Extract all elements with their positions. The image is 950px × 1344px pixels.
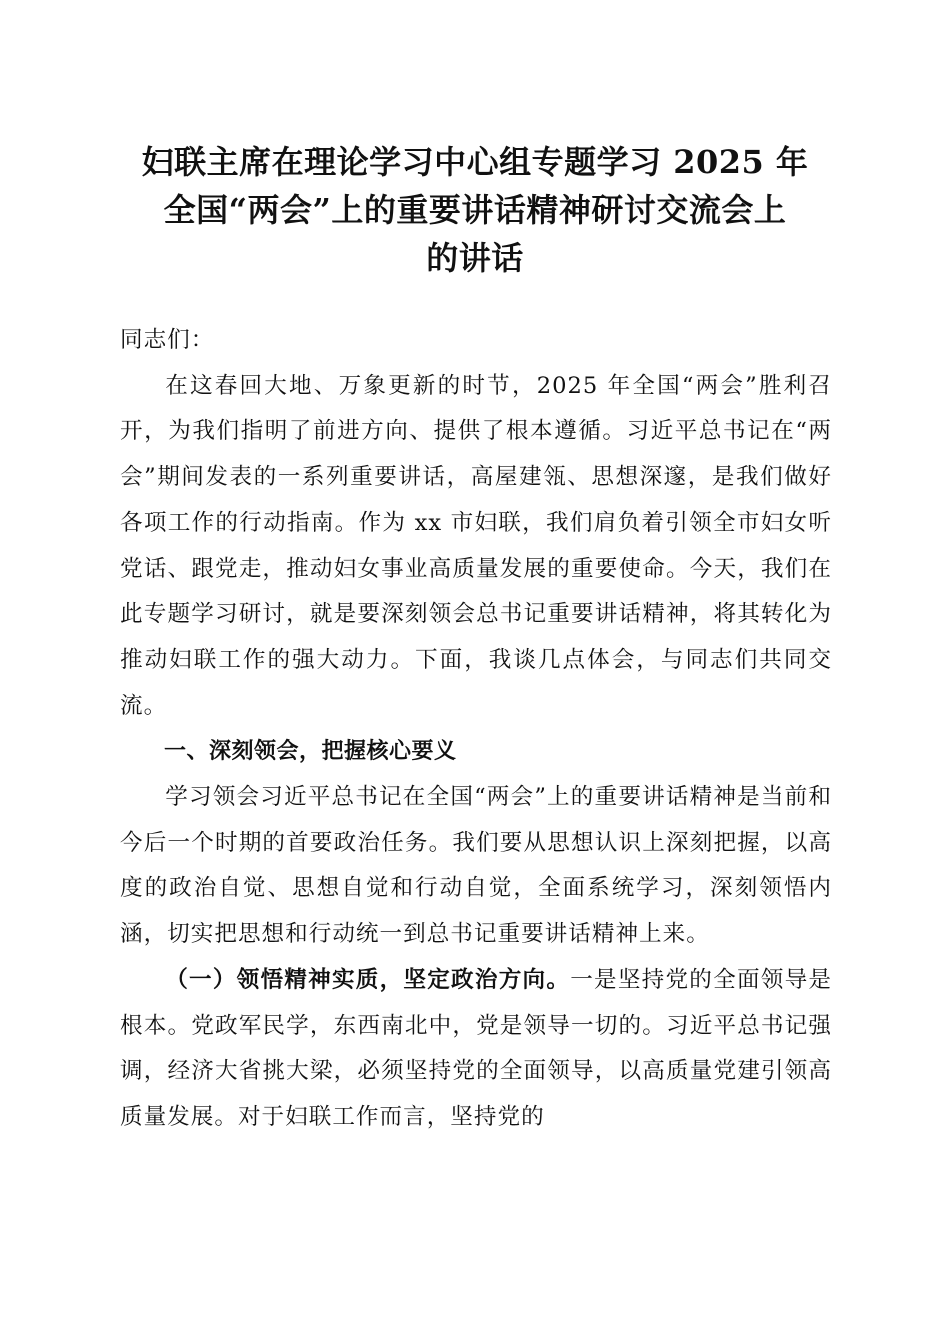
subsection-1-paragraph — [120, 958, 832, 1141]
title-line-1: 妇联主席在理论学习中心组专题学习 2025 年 — [141, 143, 809, 181]
title-line-2: 全国“两会”上的重要讲话精神研讨交流会上 — [163, 191, 787, 229]
document-title — [110, 138, 840, 282]
section-1-paragraph: 学习领会习近平总书记在全国“两会”上的重要讲话精神是当前和今后一个时期的首要政治任务。我们要从思想认识上深刻把握，以高度的政治自觉、思想自觉和行动自觉，全面系统学习，深刻领悟内涵，切实把思想和行动统一到总书记重要讲话精神上来。 — [120, 784, 832, 948]
intro-paragraph: 在这春回大地、万象更新的时节，2025 年全国“两会”胜利召开，为我们指明了前进方向、提供了根本遵循。习近平总书记在“两会”期间发表的一系列重要讲话，高屋建瓴、思想深邃，是我们做好各项工作的行动指南。作为 xx 市妇联，我们肩负着引领全市妇女听党话、跟党走，推动妇女事业高质量发展的重要使命。今天，我们在此专题学习研讨，就是要深刻领会总书记重要讲话精神，将其转化为推动妇联工作的强大动力。下面，我谈几点体会，与同志们共同交流。 — [120, 372, 832, 719]
section-1-heading: 一、深刻领会，把握核心要义 — [164, 739, 457, 765]
subsection-1-text: 一是坚持党的全面领导是根本。党政军民学，东西南北中，党是领导一切的。习近平总书记强调，经济大省挑大梁，必须坚持党的全面领导，以高质量党建引领高质量发展。对于妇联工作而言，坚持党的 — [120, 966, 833, 1130]
greeting: 同志们： — [120, 327, 215, 353]
title-line-3: 的讲话 — [426, 239, 524, 277]
document-body — [120, 318, 832, 1141]
subsection-1-heading: （一）领悟精神实质，坚定政治方向。 — [165, 966, 571, 993]
